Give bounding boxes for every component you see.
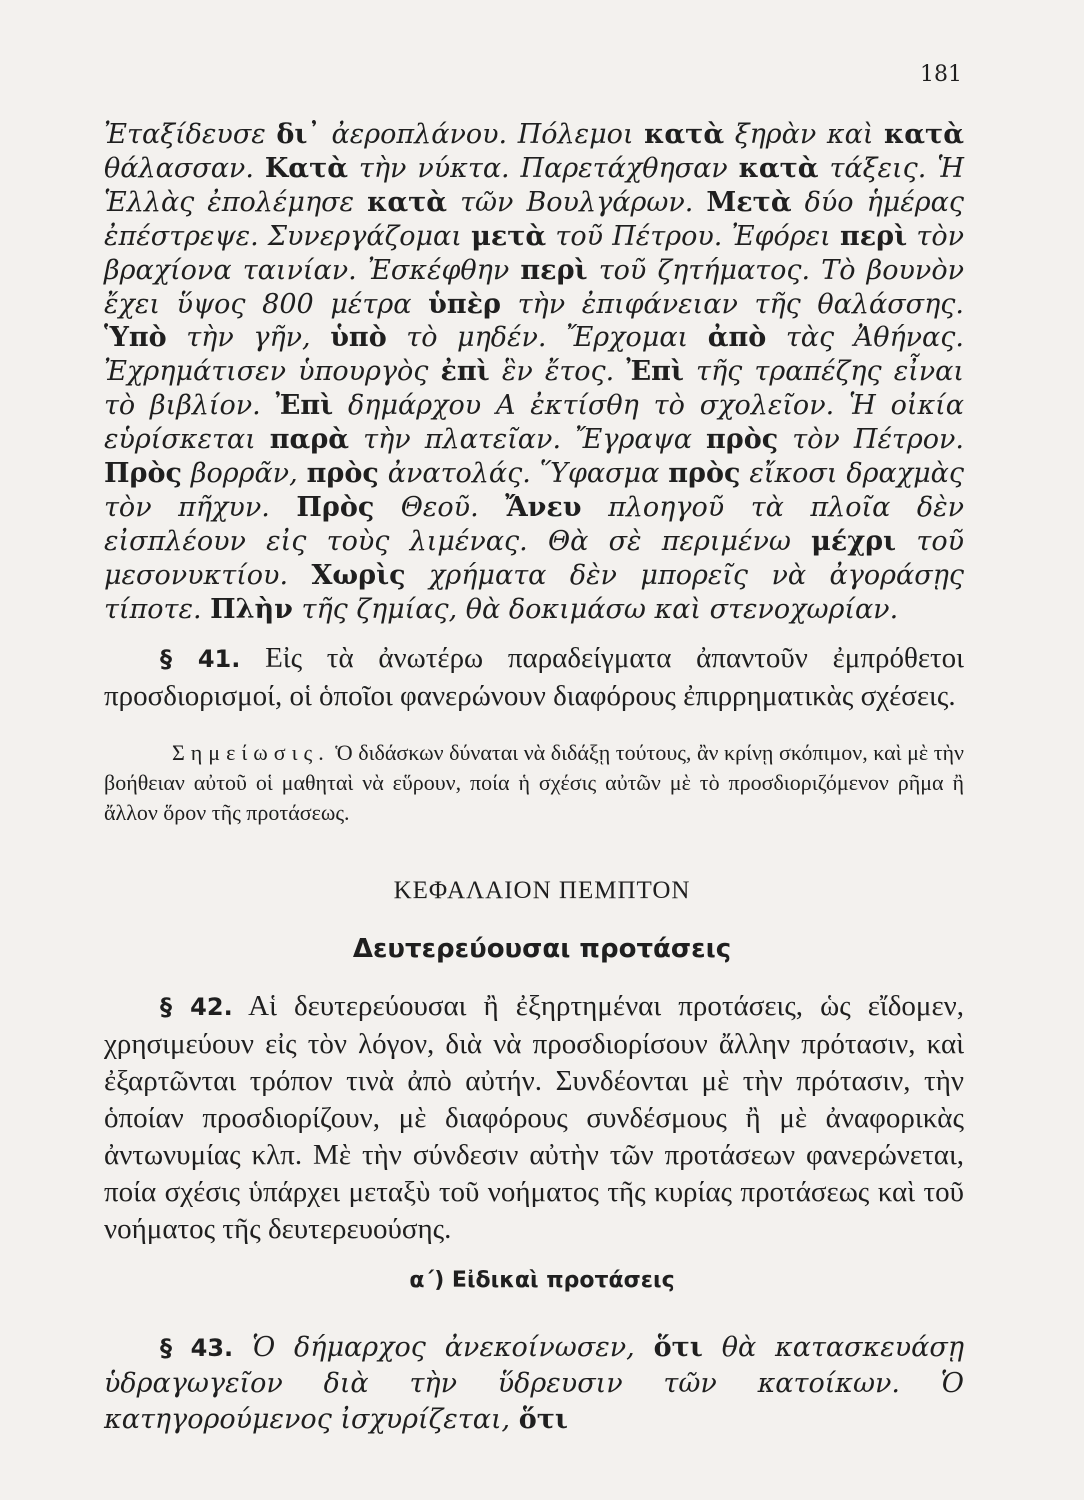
paragraph-text: [104, 1332, 964, 1435]
emphasized-word: κατὰ: [367, 186, 448, 218]
text-run: τὴν νύκτα. Παρετάχθησαν: [348, 152, 739, 184]
text-run: τὴν πλατεῖαν. Ἔγραψα: [349, 424, 707, 456]
text-run: τῶν Βουλγάρων.: [447, 186, 707, 218]
subsection-title: α΄) Εἰδικαὶ προτάσεις: [409, 1268, 675, 1293]
text-run: τὴν γῆν,: [166, 322, 331, 354]
text-run: τὸν Πέτρον.: [778, 424, 964, 456]
note-text: Ὁ διδάσκων δύναται νὰ διδάξῃ τούτους, ἂν κρίνῃ σκόπιμον, καὶ μὲ τὴν βοήθειαν αὐτοῦ οἱ μαθηταὶ νὰ εὕρουν, ποία ἡ σχέσις αὐτῶν μὲ τὸ προσδιοριζόμενον ρῆμα ἢ ἄλλον ὅρον τῆς προτάσεως.: [104, 740, 964, 825]
text-run: τῆς τραπέζης εἶναι τὸ βιβλίον.: [104, 356, 964, 422]
section-number: § 41.: [160, 645, 241, 673]
text-run: τοῦ ζητήματος. Τὸ βουνὸν ἔχει ὕψος 800 μέτρα: [104, 254, 964, 320]
paragraph-41: [104, 640, 964, 715]
emphasized-word: κατὰ: [738, 152, 819, 184]
emphasized-word: ἀπὸ: [707, 322, 767, 354]
text-run: τὸν βραχίονα ταινίαν. Ἐσκέφθην: [104, 220, 964, 286]
paragraph-42: [104, 988, 964, 1248]
section-title: Δευτερεύουσαι προτάσεις: [352, 934, 732, 964]
paragraph-text: Αἱ δευτερεύουσαι ἢ ἐξηρτημέναι προτάσεις, ὡς εἴδομεν, χρησιμεύουν εἰς τὸν λόγον, διὰ νὰ προσδιορίσουν ἄλλην πρότασιν, καὶ ἐξαρτῶνται τρόπον τινὰ ἀπὸ αὐτήν. Συνδέονται μὲ τὴν πρότασιν, τὴν ὁποίαν προσδιορίζουν, μὲ διαφόρους συνδέσμους ἢ μὲ ἀναφορικὰς ἀντωνυμίας κλπ. Μὲ τὴν σύνδεσιν αὐτὴν τῶν προτάσεων φανερώνεται, ποία σχέσις ὑπάρχει μεταξὺ τοῦ νοήματος τῆς κυρίας προτάσεως καὶ τοῦ νοήματος τῆς δευτερευούσης.: [104, 990, 964, 1245]
text-run: δύο ἡμέρας ἐπέστρεψε. Συνεργάζομαι: [104, 186, 965, 252]
section-number: § 42.: [160, 993, 233, 1021]
emphasized-word: πρὸς: [706, 424, 779, 456]
text-run: τάξεις. Ἡ Ἑλλὰς ἐπολέμησε: [104, 152, 964, 218]
text-run: θάλασσαν.: [104, 152, 265, 184]
chapter-title: ΚΕΦΑΛΑΙΟΝ ΠΕΜΠΤΟΝ: [393, 877, 691, 904]
emphasized-word: πρὸς: [668, 458, 741, 490]
text-run: ξηρὰν καὶ: [724, 119, 885, 150]
emphasized-word: περὶ: [520, 254, 588, 286]
emphasized-word: Ὑπὸ: [104, 322, 167, 354]
text-run: χρήματα δὲν μπορεῖς νὰ ἀγοράσῃς τίποτε.: [104, 559, 964, 625]
examples-paragraph: [104, 118, 964, 627]
text-run: τοῦ μεσονυκτίου.: [104, 525, 964, 591]
page-number: 181: [920, 62, 962, 87]
emphasized-word: Ἄνευ: [505, 491, 582, 523]
paragraph-43: [104, 1330, 964, 1438]
text-run: τῆς ζημίας, θὰ δοκιμάσω καὶ στενοχωρίαν.: [292, 593, 899, 625]
paragraph-text: Εἰς τὰ ἀνωτέρω παραδείγματα ἀπαντοῦν ἐμπρόθετοι προσδιορισμοί, οἱ ὁποῖοι φανερώνουν διαφόρους ἐπιρρηματικὰς σχέσεις.: [104, 642, 964, 712]
note-label: Σημείωσις.: [172, 740, 330, 765]
emphasized-word: ὅτι: [653, 1332, 703, 1363]
emphasized-word: περὶ: [839, 220, 908, 252]
text-run: ἀνατολάς. Ὕφασμα: [378, 458, 669, 490]
text-run: βορρᾶν,: [181, 458, 307, 490]
section-number: § 43.: [160, 1334, 234, 1362]
text-run: ἓν ἔτος.: [489, 356, 627, 388]
text-run: δημάρχου Α ἐκτίσθη τὸ σχολεῖον. Ἡ οἰκία εὑρίσκεται: [104, 390, 964, 456]
emphasized-word: Πρὸς: [104, 458, 182, 490]
emphasized-word: Πρὸς: [296, 491, 375, 523]
text-run: Θεοῦ.: [374, 491, 506, 523]
text-run: Ἐταξίδευσε: [104, 119, 277, 150]
text-run: πλοηγοῦ τὰ πλοῖα δὲν εἰσπλέουν εἰς τοὺς λιμένας. Θὰ σὲ περιμένω: [104, 491, 965, 557]
text-run: τοῦ Πέτρου. Ἐφόρει: [546, 220, 840, 252]
text-run: εἴκοσι δραχμὰς τὸν πῆχυν.: [104, 458, 965, 523]
text-run: τὰς Ἀθήνας. Ἐχρημάτισεν ὑπουργὸς: [104, 322, 964, 388]
emphasized-word: δι᾽: [276, 119, 321, 150]
emphasized-word: μετὰ: [471, 220, 547, 252]
text-run: θὰ κατασκευάσῃ ὑδραγωγεῖον διὰ τὴν ὕδρευσιν τῶν κατοίκων. Ὁ κατηγορούμενος ἰσχυρίζεται,: [104, 1332, 965, 1435]
text-run: τὴν ἐπιφάνειαν τῆς θαλάσσης.: [500, 288, 964, 320]
text-run: τὸ μηδέν. Ἔρχομαι: [386, 322, 708, 354]
text-run: ἀεροπλάνου. Πόλεμοι: [320, 119, 645, 150]
emphasized-word: ὅτι: [518, 1404, 568, 1435]
text-run: Ὁ δήμαρχος ἀνεκοίνωσεν,: [233, 1332, 654, 1363]
emphasized-word: ὑπὸ: [330, 322, 387, 354]
emphasized-word: ὑπὲρ: [428, 288, 501, 320]
emphasized-word: κατὰ: [884, 119, 964, 150]
emphasized-word: ἐπὶ: [440, 356, 490, 388]
emphasized-word: Ἐπὶ: [275, 390, 334, 422]
emphasized-word: μέχρι: [811, 525, 897, 557]
note-paragraph: [104, 738, 964, 828]
emphasized-word: παρὰ: [269, 424, 350, 456]
emphasized-word: πρὸς: [306, 458, 379, 490]
emphasized-word: Χωρὶς: [311, 559, 406, 591]
emphasized-word: Μετὰ: [706, 186, 792, 218]
emphasized-word: Κατὰ: [264, 152, 349, 184]
emphasized-word: Ἐπὶ: [626, 356, 684, 388]
emphasized-word: Πλὴν: [210, 593, 293, 625]
emphasized-word: κατὰ: [644, 119, 725, 150]
